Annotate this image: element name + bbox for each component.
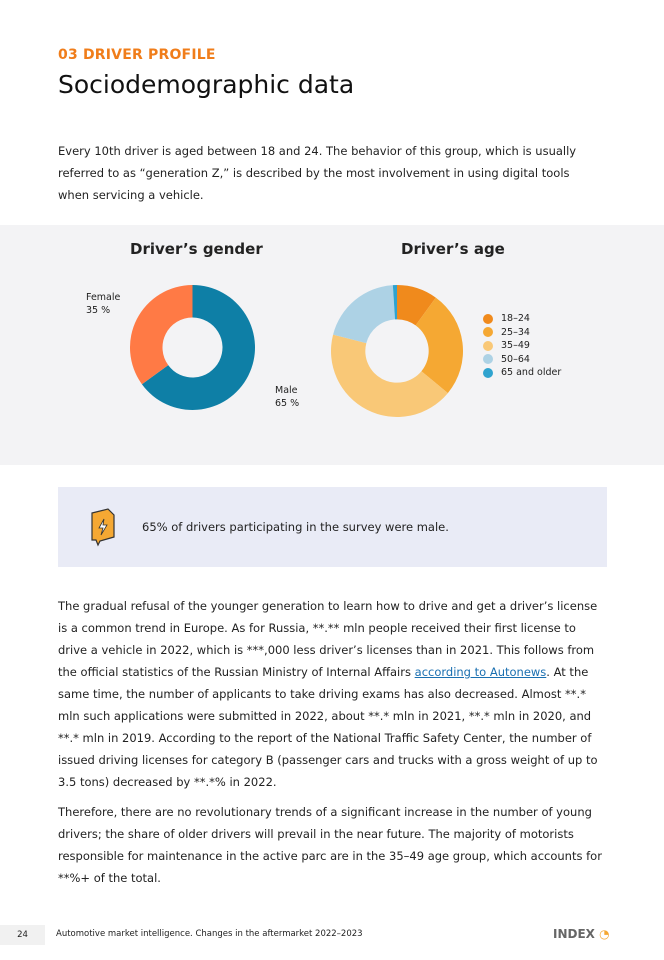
female-label-text: Female xyxy=(86,292,121,303)
charts-panel xyxy=(0,225,664,465)
age-donut xyxy=(331,285,463,417)
male-label-text: Male xyxy=(275,385,298,396)
page-number: 24 xyxy=(0,925,45,945)
male-label xyxy=(275,384,299,410)
legend-item xyxy=(483,366,561,380)
footer-text: Automotive market intelligence. Changes in the aftermarket 2022–2023 xyxy=(56,929,363,939)
logo-mark-icon: ◔ xyxy=(599,927,610,941)
p1-start: The gradual refusal of the younger generation to learn how to drive and get a driver’s license is a common trend in Europe. As for Russia, **.** mln people received their first license to drive a vehicle in 2022, which is ***,000 less driver’s licenses than in 2021. This follows from the official statistics of the Russian Ministry of Internal Affairs xyxy=(58,599,598,679)
footer xyxy=(0,925,664,945)
female-value: 35 % xyxy=(86,305,111,316)
legend-item xyxy=(483,339,561,353)
legend-label: 25–34 xyxy=(501,326,530,338)
male-value: 65 % xyxy=(275,398,300,409)
index-logo xyxy=(553,927,610,941)
callout-text: 65% of drivers participating in the survey were male. xyxy=(142,520,449,534)
body-paragraph-1 xyxy=(58,595,608,793)
legend-swatch xyxy=(483,354,493,364)
body-text xyxy=(58,595,608,897)
legend-label: 18–24 xyxy=(501,313,530,325)
legend-label: 50–64 xyxy=(501,353,530,365)
gender-chart-title: Driver’s gender xyxy=(130,240,263,258)
female-label xyxy=(86,291,120,317)
legend-item xyxy=(483,312,561,326)
age-chart-title: Driver’s age xyxy=(401,240,505,258)
legend-label: 35–49 xyxy=(501,340,530,352)
slice-female xyxy=(130,285,193,384)
legend-swatch xyxy=(483,314,493,324)
p1-end: . At the same time, the number of applicants to take driving exams has also decreased. Almost **.* mln such applications were submitted in 2022, about **.* mln in 2021, **.* mln in 2020, and **.* mln in 2019. According to the report of the National Traffic Safety Center, the number of issued driving licenses for category B (passenger cars and trucks with a gross weight of up to 3.5 tons) decreased by **.*% in 2022. xyxy=(58,665,598,789)
legend-item xyxy=(483,326,561,340)
legend-swatch xyxy=(483,341,493,351)
legend-swatch xyxy=(483,368,493,378)
body-paragraph-2: Therefore, there are no revolutionary trends of a significant increase in the number of young drivers; the share of older drivers will prevail in the near future. The majority of motorists responsible for maintenance in the active parc are in the 35–49 age group, which accounts for **%+ of the total. xyxy=(58,805,602,885)
legend-label: 65 and older xyxy=(501,367,562,379)
intro-paragraph: Every 10th driver is aged between 18 and 24. The behavior of this group, which is usually referred to as “generation Z,” is described by the most involvement in using digital tools when servicing a vehicle. xyxy=(58,144,577,202)
page-title: Sociodemographic data xyxy=(58,70,355,99)
gender-donut xyxy=(130,285,255,410)
section-label: 03 DRIVER PROFILE xyxy=(58,47,216,63)
logo-text: INDEX xyxy=(553,927,595,941)
autonews-link[interactable]: according to Autonews xyxy=(414,665,547,679)
slice-50-64 xyxy=(333,285,395,343)
callout-box xyxy=(58,487,607,567)
age-legend xyxy=(483,312,561,380)
lightning-chat-icon xyxy=(88,507,118,547)
legend-item xyxy=(483,353,561,367)
legend-swatch xyxy=(483,327,493,337)
